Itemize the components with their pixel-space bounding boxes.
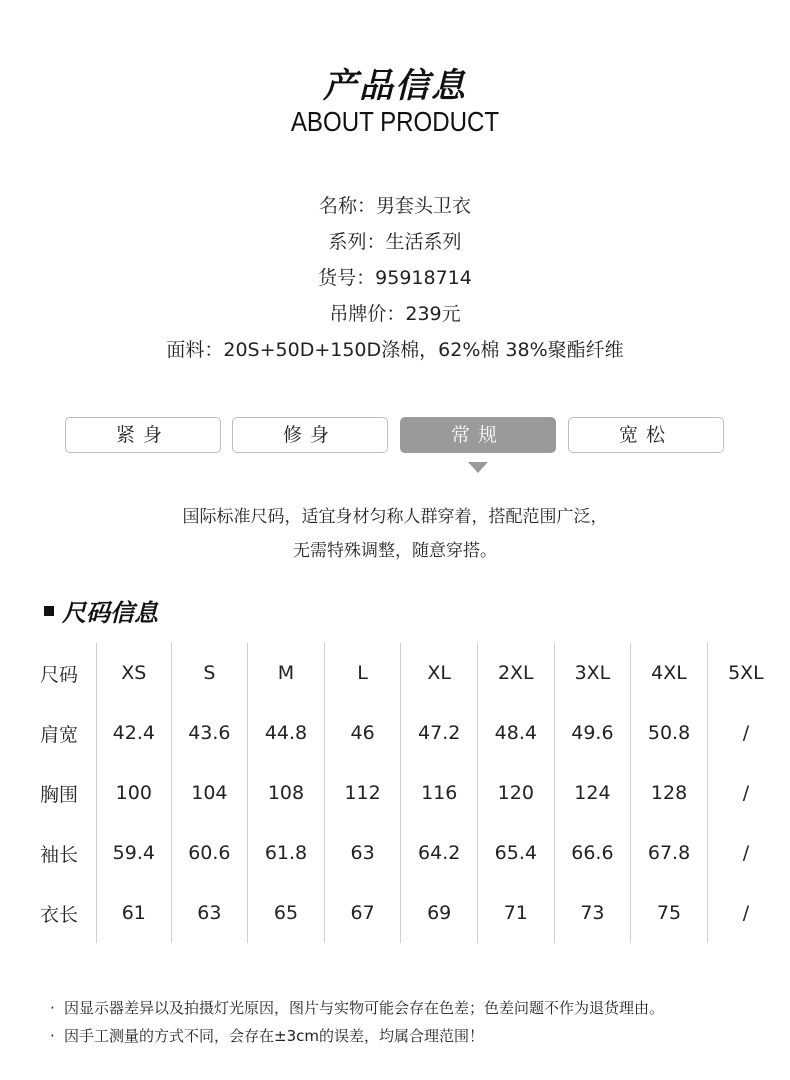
table-cell: 124 (554, 763, 631, 823)
page-title: 产品信息 (323, 66, 467, 106)
table-cell: 44.8 (248, 703, 325, 763)
size-table (22, 643, 784, 943)
fit-description (0, 500, 790, 568)
table-cell: 2XL (478, 643, 555, 703)
table-row (22, 703, 784, 763)
table-cell: / (707, 763, 784, 823)
table-cell: 104 (171, 763, 248, 823)
disclaimer-item (50, 994, 780, 1022)
table-cell: 60.6 (171, 823, 248, 883)
fit-option-loose[interactable]: 宽松 (568, 417, 724, 453)
fit-option-slim[interactable]: 修身 (232, 417, 388, 453)
size-header-row (22, 643, 784, 703)
table-cell: 67.8 (631, 823, 708, 883)
table-cell: 120 (478, 763, 555, 823)
table-cell: L (324, 643, 401, 703)
table-cell: S (171, 643, 248, 703)
table-cell: 66.6 (554, 823, 631, 883)
table-cell: 128 (631, 763, 708, 823)
table-cell: 48.4 (478, 703, 555, 763)
table-cell: 4XL (631, 643, 708, 703)
table-cell: 67 (324, 883, 401, 943)
product-info (0, 188, 790, 368)
table-cell: 73 (554, 883, 631, 943)
bullet-dot: · (50, 999, 55, 1017)
table-cell: / (707, 823, 784, 883)
table-cell: 46 (324, 703, 401, 763)
disclaimer-text: 因显示器差异以及拍摄灯光原因，图片与实物可能会存在色差；色差问题不作为退货理由。 (64, 999, 665, 1017)
table-cell: 63 (324, 823, 401, 883)
table-row (22, 763, 784, 823)
table-cell: 47.2 (401, 703, 478, 763)
table-row (22, 883, 784, 943)
disclaimer-item (50, 1022, 780, 1050)
product-series: 系列：生活系列 (328, 231, 462, 253)
table-cell: 65 (248, 883, 325, 943)
table-cell: 75 (631, 883, 708, 943)
product-fabric: 面料：20S+50D+150D涤棉，62%棉 38%聚酯纤维 (166, 339, 624, 361)
fit-pointer-icon (468, 462, 488, 473)
row-label: 胸围 (40, 783, 79, 806)
table-cell: 5XL (707, 643, 784, 703)
table-cell: 116 (401, 763, 478, 823)
table-cell: 100 (97, 763, 172, 823)
row-label: 肩宽 (40, 723, 79, 746)
table-cell: 65.4 (478, 823, 555, 883)
table-cell: 71 (478, 883, 555, 943)
table-cell: XL (401, 643, 478, 703)
table-cell: 61 (97, 883, 172, 943)
table-cell: 59.4 (97, 823, 172, 883)
table-cell: 42.4 (97, 703, 172, 763)
disclaimer-notes (50, 994, 780, 1050)
table-cell: 108 (248, 763, 325, 823)
page-subtitle: ABOUT PRODUCT (290, 106, 500, 137)
fit-option-slim-tight[interactable]: 紧身 (65, 417, 221, 453)
table-cell: M (248, 643, 325, 703)
table-cell: 43.6 (171, 703, 248, 763)
row-label: 袖长 (40, 843, 79, 866)
table-cell: 64.2 (401, 823, 478, 883)
table-cell: 69 (401, 883, 478, 943)
table-cell: 50.8 (631, 703, 708, 763)
square-bullet-icon (44, 606, 54, 616)
table-cell: 112 (324, 763, 401, 823)
fit-description-line: 无需特殊调整，随意穿搭。 (293, 541, 497, 561)
table-cell: 49.6 (554, 703, 631, 763)
product-sku: 货号：95918714 (318, 267, 472, 289)
disclaimer-text: 因手工测量的方式不同，会存在±3cm的误差，均属合理范围！ (64, 1027, 484, 1045)
size-section-heading (44, 594, 158, 626)
row-label: 尺码 (40, 663, 79, 686)
table-cell: 3XL (554, 643, 631, 703)
table-cell: / (707, 703, 784, 763)
table-cell: XS (97, 643, 172, 703)
bullet-dot: · (50, 1027, 55, 1045)
table-cell: 63 (171, 883, 248, 943)
table-cell: / (707, 883, 784, 943)
product-price: 吊牌价：239元 (329, 303, 461, 325)
table-row (22, 823, 784, 883)
fit-selector (65, 417, 725, 453)
product-name: 名称：男套头卫衣 (318, 195, 471, 217)
table-cell: 61.8 (248, 823, 325, 883)
row-label: 衣长 (40, 903, 79, 926)
fit-option-regular[interactable]: 常规 (400, 417, 556, 453)
size-section-title: 尺码信息 (62, 598, 158, 627)
fit-description-line: 国际标准尺码，适宜身材匀称人群穿着，搭配范围广泛， (182, 507, 608, 527)
